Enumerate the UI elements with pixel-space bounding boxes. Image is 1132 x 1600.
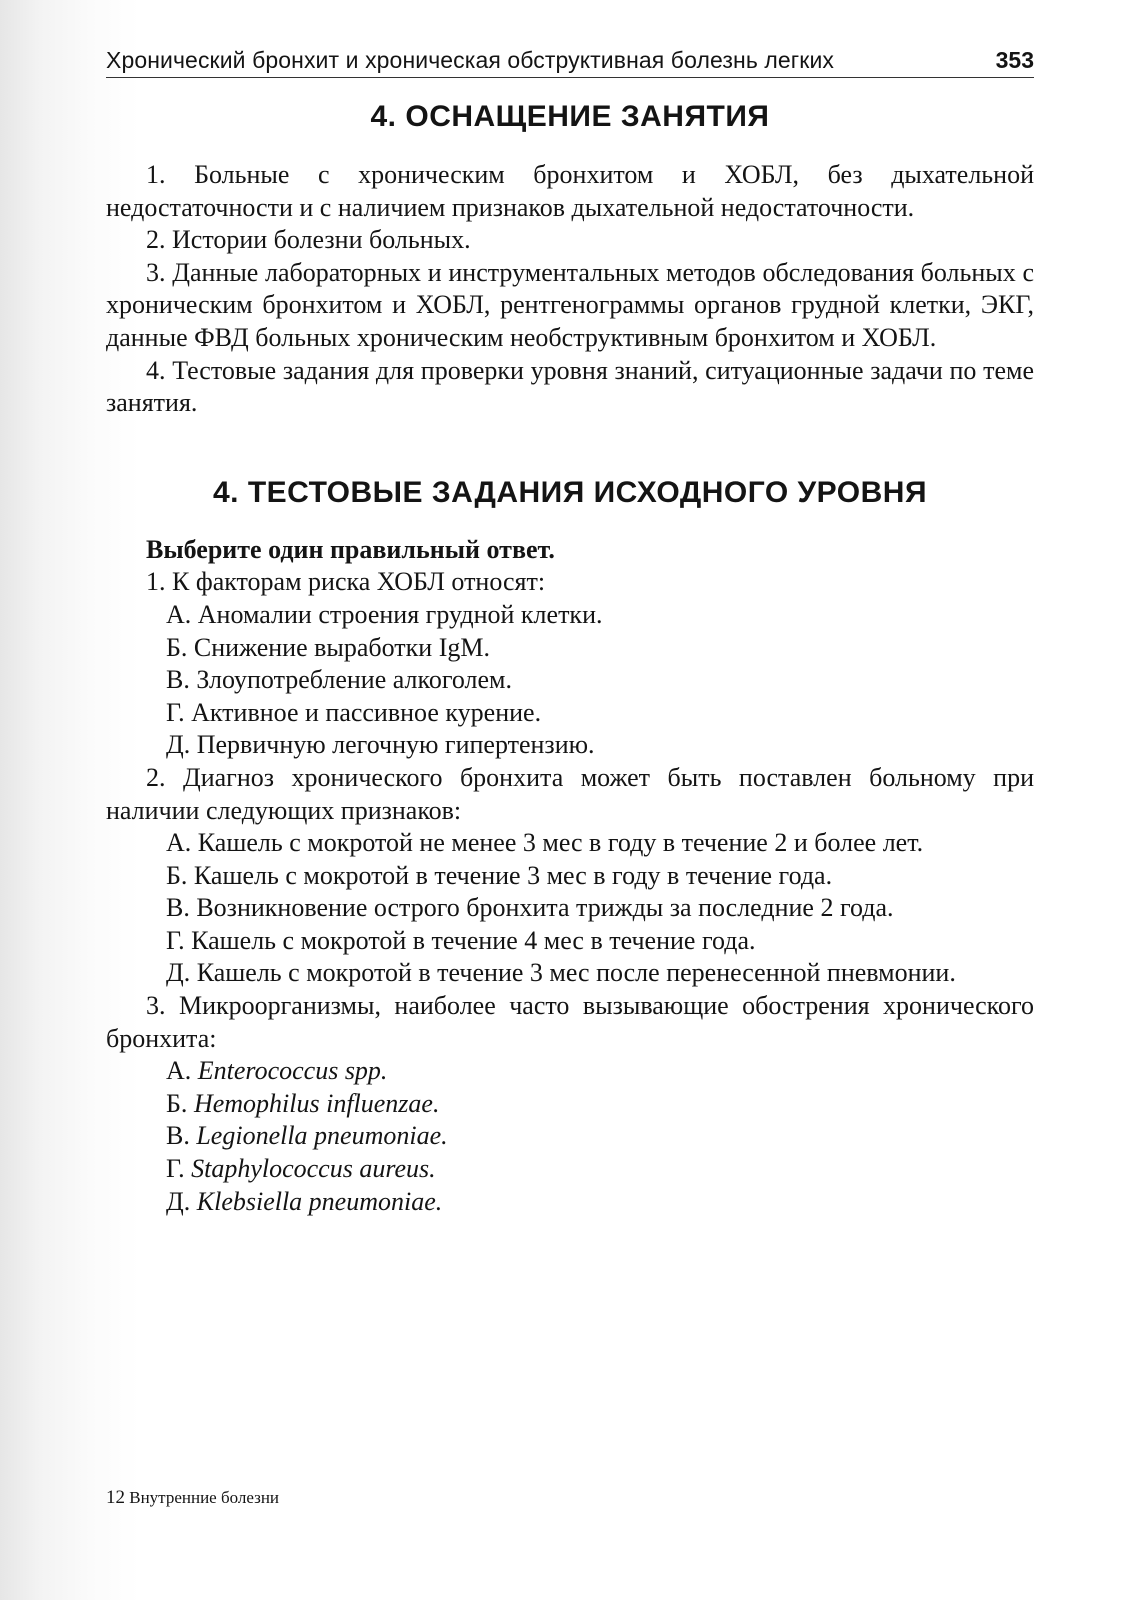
- question-text: 1. К факторам риска ХОБЛ относят:: [146, 567, 546, 597]
- answer-option: Г. Кашель с мокротой в течение 4 мес в течение года.: [166, 925, 756, 955]
- signature-title: Внутренние болезни: [129, 1488, 280, 1507]
- answer-option: [106, 1186, 1034, 1219]
- equipment-item: 2. Истории болезни больных.: [146, 225, 471, 255]
- question-text: 2. Диагноз хронического бронхита может быть поставлен больному при наличии следующих признаков:: [106, 762, 1034, 825]
- answer-option: В. Злоупотребление алкоголем.: [166, 665, 512, 695]
- answer-option: А. Аномалии строения грудной клетки.: [166, 599, 603, 629]
- option-letter: Г.: [166, 1154, 185, 1184]
- organism-name: Enterococcus spp.: [197, 1056, 388, 1086]
- answer-option: Б. Кашель с мокротой в течение 3 мес в году в течение года.: [166, 860, 833, 890]
- organism-name: Legionella pneumoniae.: [196, 1121, 448, 1151]
- signature-number: 12: [106, 1487, 125, 1508]
- answer-option: В. Возникновение острого бронхита трижды за последние 2 года.: [166, 893, 894, 923]
- equipment-list: [106, 159, 1034, 420]
- organism-name: Hemophilus influenzae.: [193, 1088, 440, 1118]
- page: [106, 40, 1034, 1218]
- organism-name: Staphylococcus aureus.: [191, 1154, 436, 1184]
- page-number: 353: [995, 47, 1034, 73]
- equipment-item: 3. Данные лабораторных и инструментальных методов обследования больных с хроническим бронхитом и ХОБЛ, рентгенограммы органов грудной клетки, ЭКГ, данные ФВД больных хроническим необструктивным бронхитом и ХОБЛ.: [106, 257, 1034, 352]
- question-2: [106, 762, 1034, 990]
- question-3: [106, 990, 1034, 1218]
- question-text: 3. Микроорганизмы, наиболее часто вызывающие обострения хронического бронхита:: [106, 991, 1034, 1053]
- answer-option: Д. Первичную легочную гипертензию.: [166, 730, 595, 760]
- running-header: [106, 40, 1034, 78]
- answer-option: [106, 1055, 1034, 1088]
- signature-footer: [106, 1487, 279, 1509]
- tests-instruction: Выберите один правильный ответ.: [146, 534, 555, 564]
- option-letter: Б.: [166, 1088, 188, 1118]
- answer-option: [106, 1088, 1034, 1121]
- answer-option: Б. Снижение выработки IgM.: [166, 632, 490, 662]
- equipment-heading: 4. ОСНАЩЕНИЕ ЗАНЯТИЯ: [370, 100, 770, 133]
- answer-option: [106, 1120, 1034, 1153]
- organism-name: Klebsiella pneumoniae.: [196, 1186, 443, 1216]
- equipment-item: 1. Больные с хроническим бронхитом и ХОБЛ, без дыхательной недостаточности и с наличием признаков дыхательной недостаточности.: [106, 160, 1034, 222]
- answer-option: [106, 1153, 1034, 1186]
- question-1: [106, 566, 1034, 762]
- answer-option: А. Кашель с мокротой не менее 3 мес в году в течение 2 и более лет.: [166, 828, 924, 858]
- option-letter: В.: [166, 1121, 190, 1151]
- option-letter: А.: [166, 1056, 192, 1086]
- tests-heading: 4. ТЕСТОВЫЕ ЗАДАНИЯ ИСХОДНОГО УРОВНЯ: [212, 475, 928, 509]
- option-letter: Д.: [166, 1186, 191, 1216]
- equipment-item: 4. Тестовые задания для проверки уровня знаний, ситуационные задачи по теме занятия.: [106, 355, 1034, 418]
- answer-option: Д. Кашель с мокротой в течение 3 мес после перенесенной пневмонии.: [166, 958, 956, 988]
- answer-option: Г. Активное и пассивное курение.: [166, 697, 542, 727]
- running-title: Хронический бронхит и хроническая обструктивная болезнь легких: [106, 47, 835, 73]
